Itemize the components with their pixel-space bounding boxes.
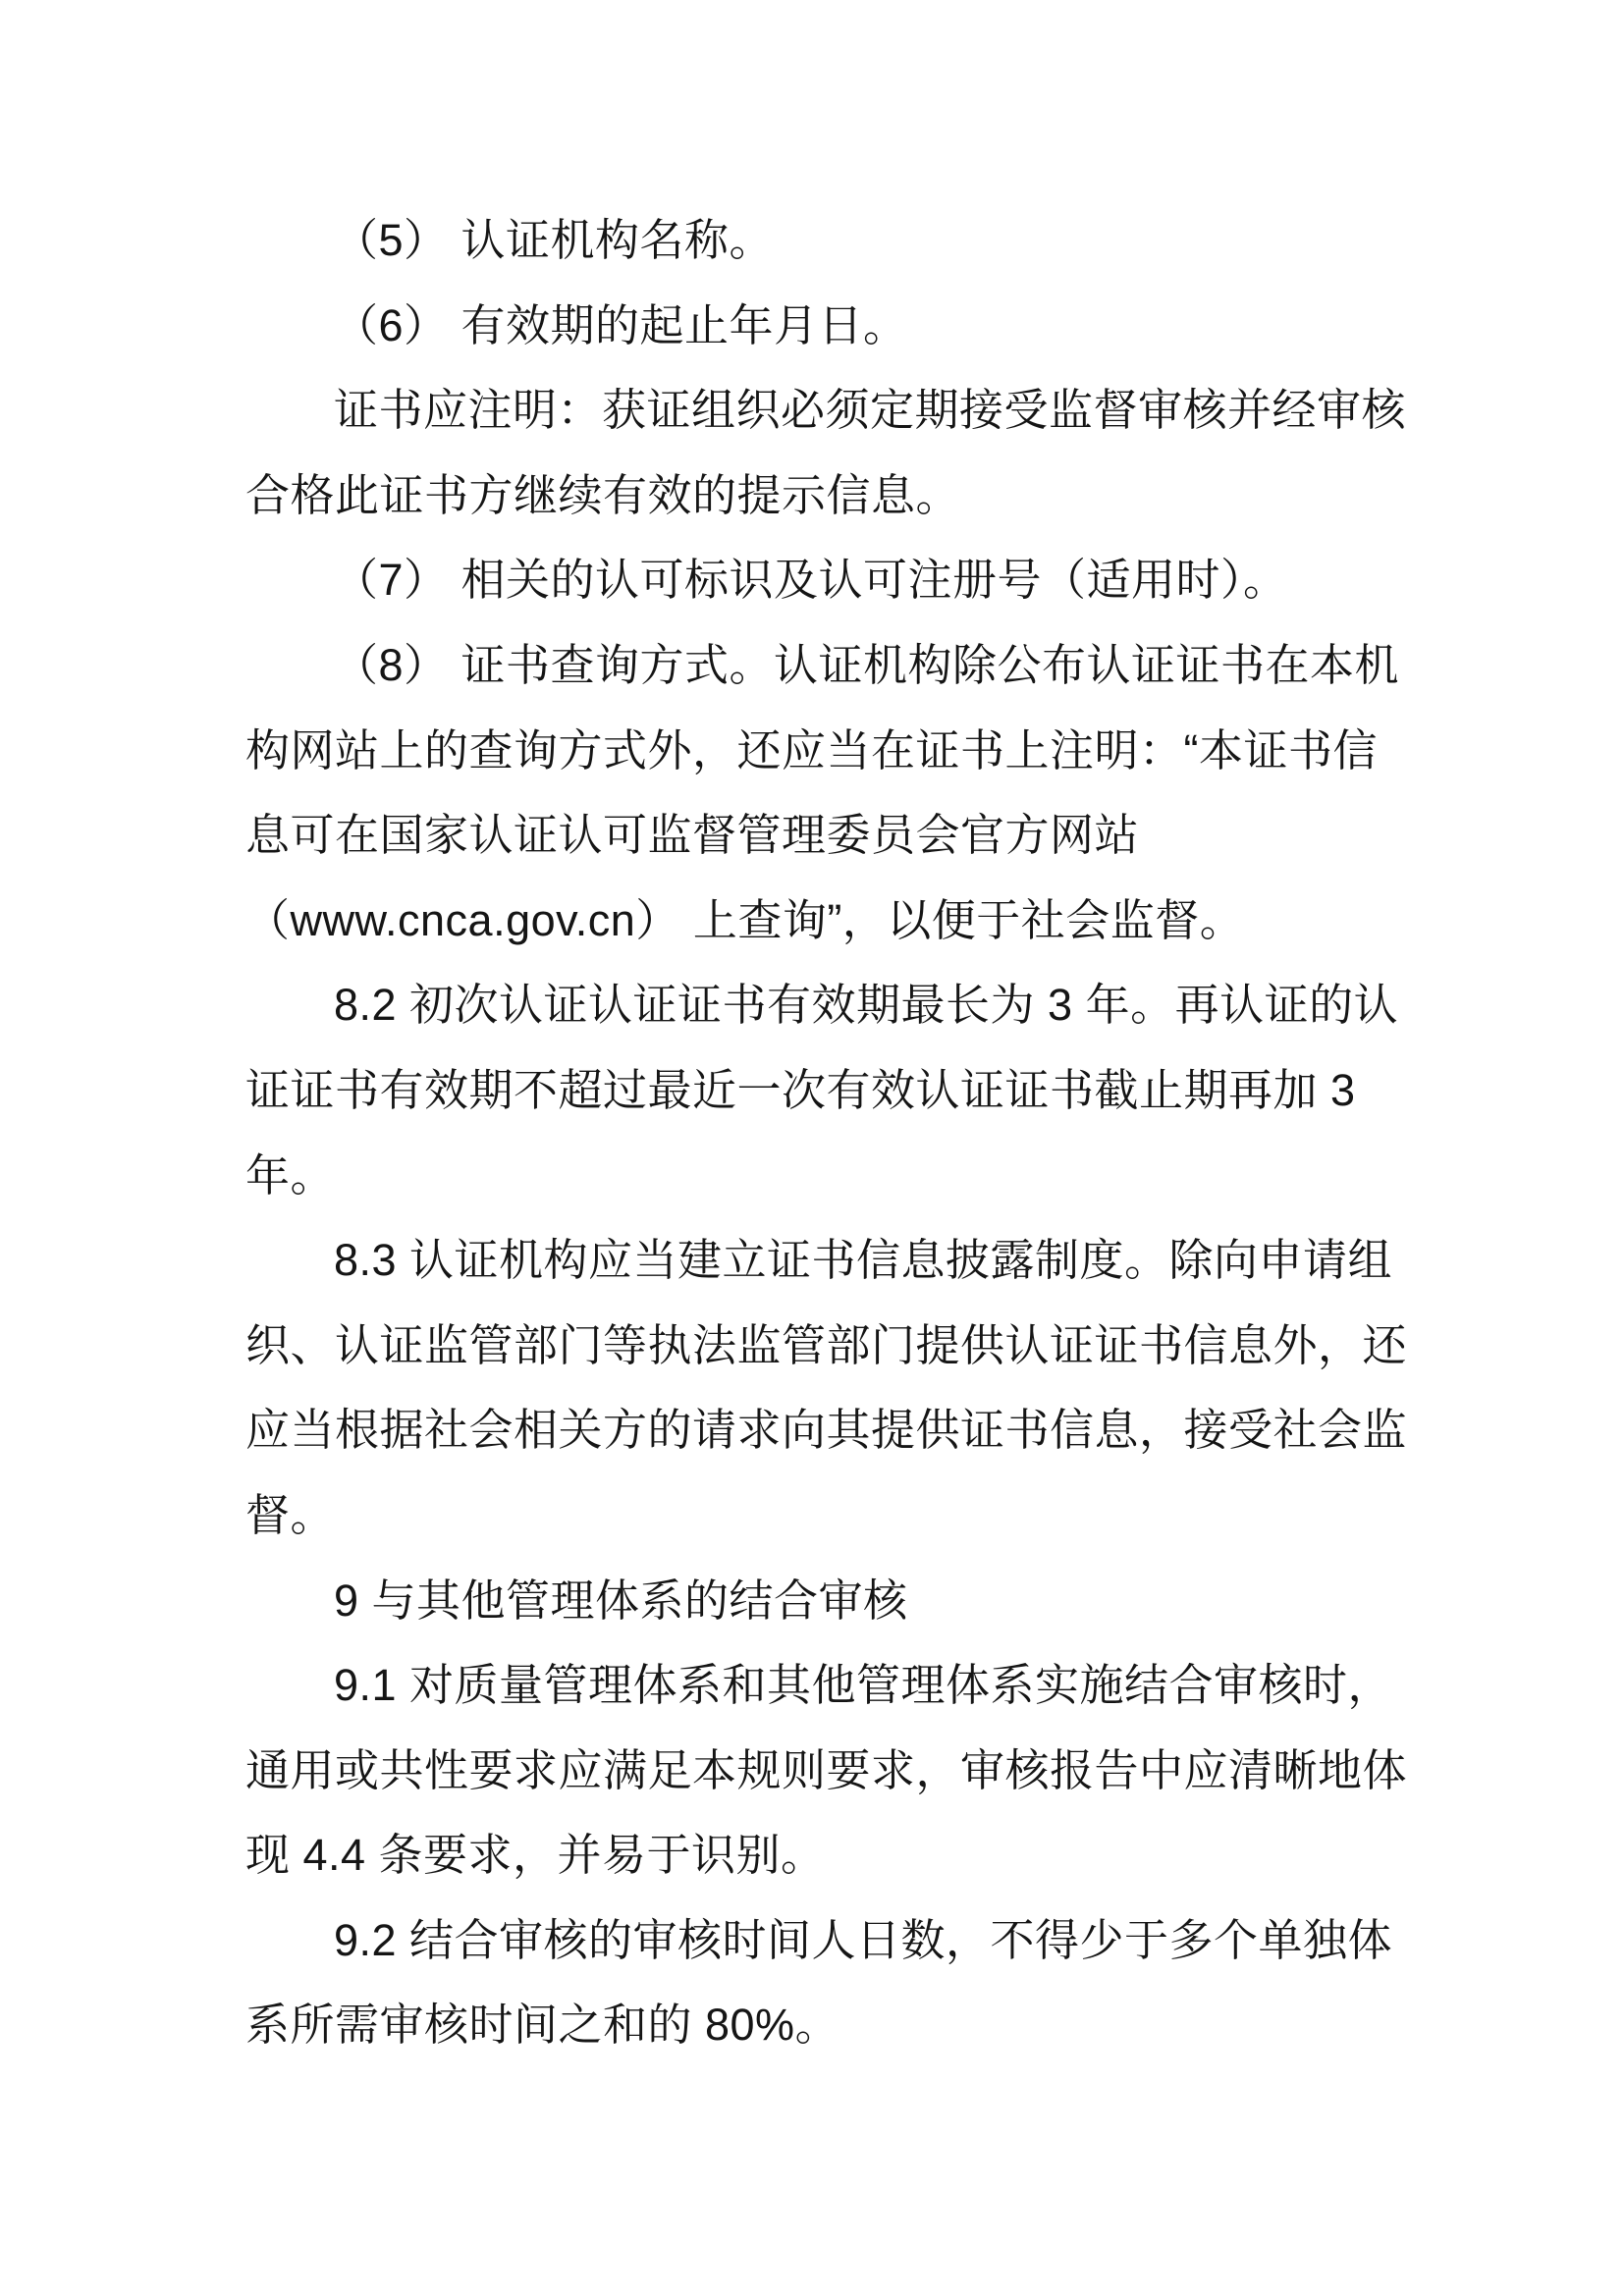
text-line: 9.2 结合审核的审核时间人日数，不得少于多个单独体 bbox=[334, 1914, 1393, 1965]
text-line: 通用或共性要求应满足本规则要求，审核报告中应清晰地体 bbox=[245, 1744, 1408, 1795]
text-line: 8.2 初次认证认证证书有效期最长为 3 年。再认证的认 bbox=[334, 980, 1399, 1031]
text-line: 督。 bbox=[245, 1489, 336, 1540]
text-line: （www.cnca.gov.cn） 上查询”，以便于社会监督。 bbox=[245, 894, 1245, 945]
text-line: （6） 有效期的起止年月日。 bbox=[334, 299, 908, 350]
text-line: 证书应注明：获证组织必须定期接受监督审核并经审核 bbox=[334, 385, 1407, 436]
text-line: 现 4.4 条要求，并易于识别。 bbox=[245, 1830, 826, 1881]
text-line: 应当根据社会相关方的请求向其提供证书信息，接受社会监 bbox=[245, 1405, 1408, 1456]
text-line: 息可在国家认证认可监督管理委员会官方网站 bbox=[245, 810, 1140, 861]
text-line: （5） 认证机构名称。 bbox=[334, 215, 775, 265]
text-line: 构网站上的查询方式外，还应当在证书上注明：“本证书信 bbox=[245, 724, 1378, 775]
text-line: 织、认证监管部门等执法监管部门提供认证证书信息外，还 bbox=[245, 1319, 1408, 1370]
text-line: （7） 相关的认可标识及认可注册号（适用时）。 bbox=[334, 555, 1288, 606]
text-block bbox=[245, 198, 1416, 2068]
text-line: 合格此证书方继续有效的提示信息。 bbox=[245, 469, 961, 520]
text-line: 9.1 对质量管理体系和其他管理体系实施结合审核时， bbox=[334, 1660, 1393, 1711]
text-line: （8） 证书查询方式。认证机构除公布认证证书在本机 bbox=[334, 639, 1400, 690]
text-line: 系所需审核时间之和的 80%。 bbox=[245, 2000, 840, 2051]
text-line: 年。 bbox=[245, 1149, 336, 1201]
text-line: 8.3 认证机构应当建立证书信息披露制度。除向申请组 bbox=[334, 1235, 1393, 1286]
text-line: 证证书有效期不超过最近一次有效认证证书截止期再加 3 bbox=[245, 1064, 1356, 1115]
text-line: 9 与其他管理体系的结合审核 bbox=[334, 1575, 908, 1626]
